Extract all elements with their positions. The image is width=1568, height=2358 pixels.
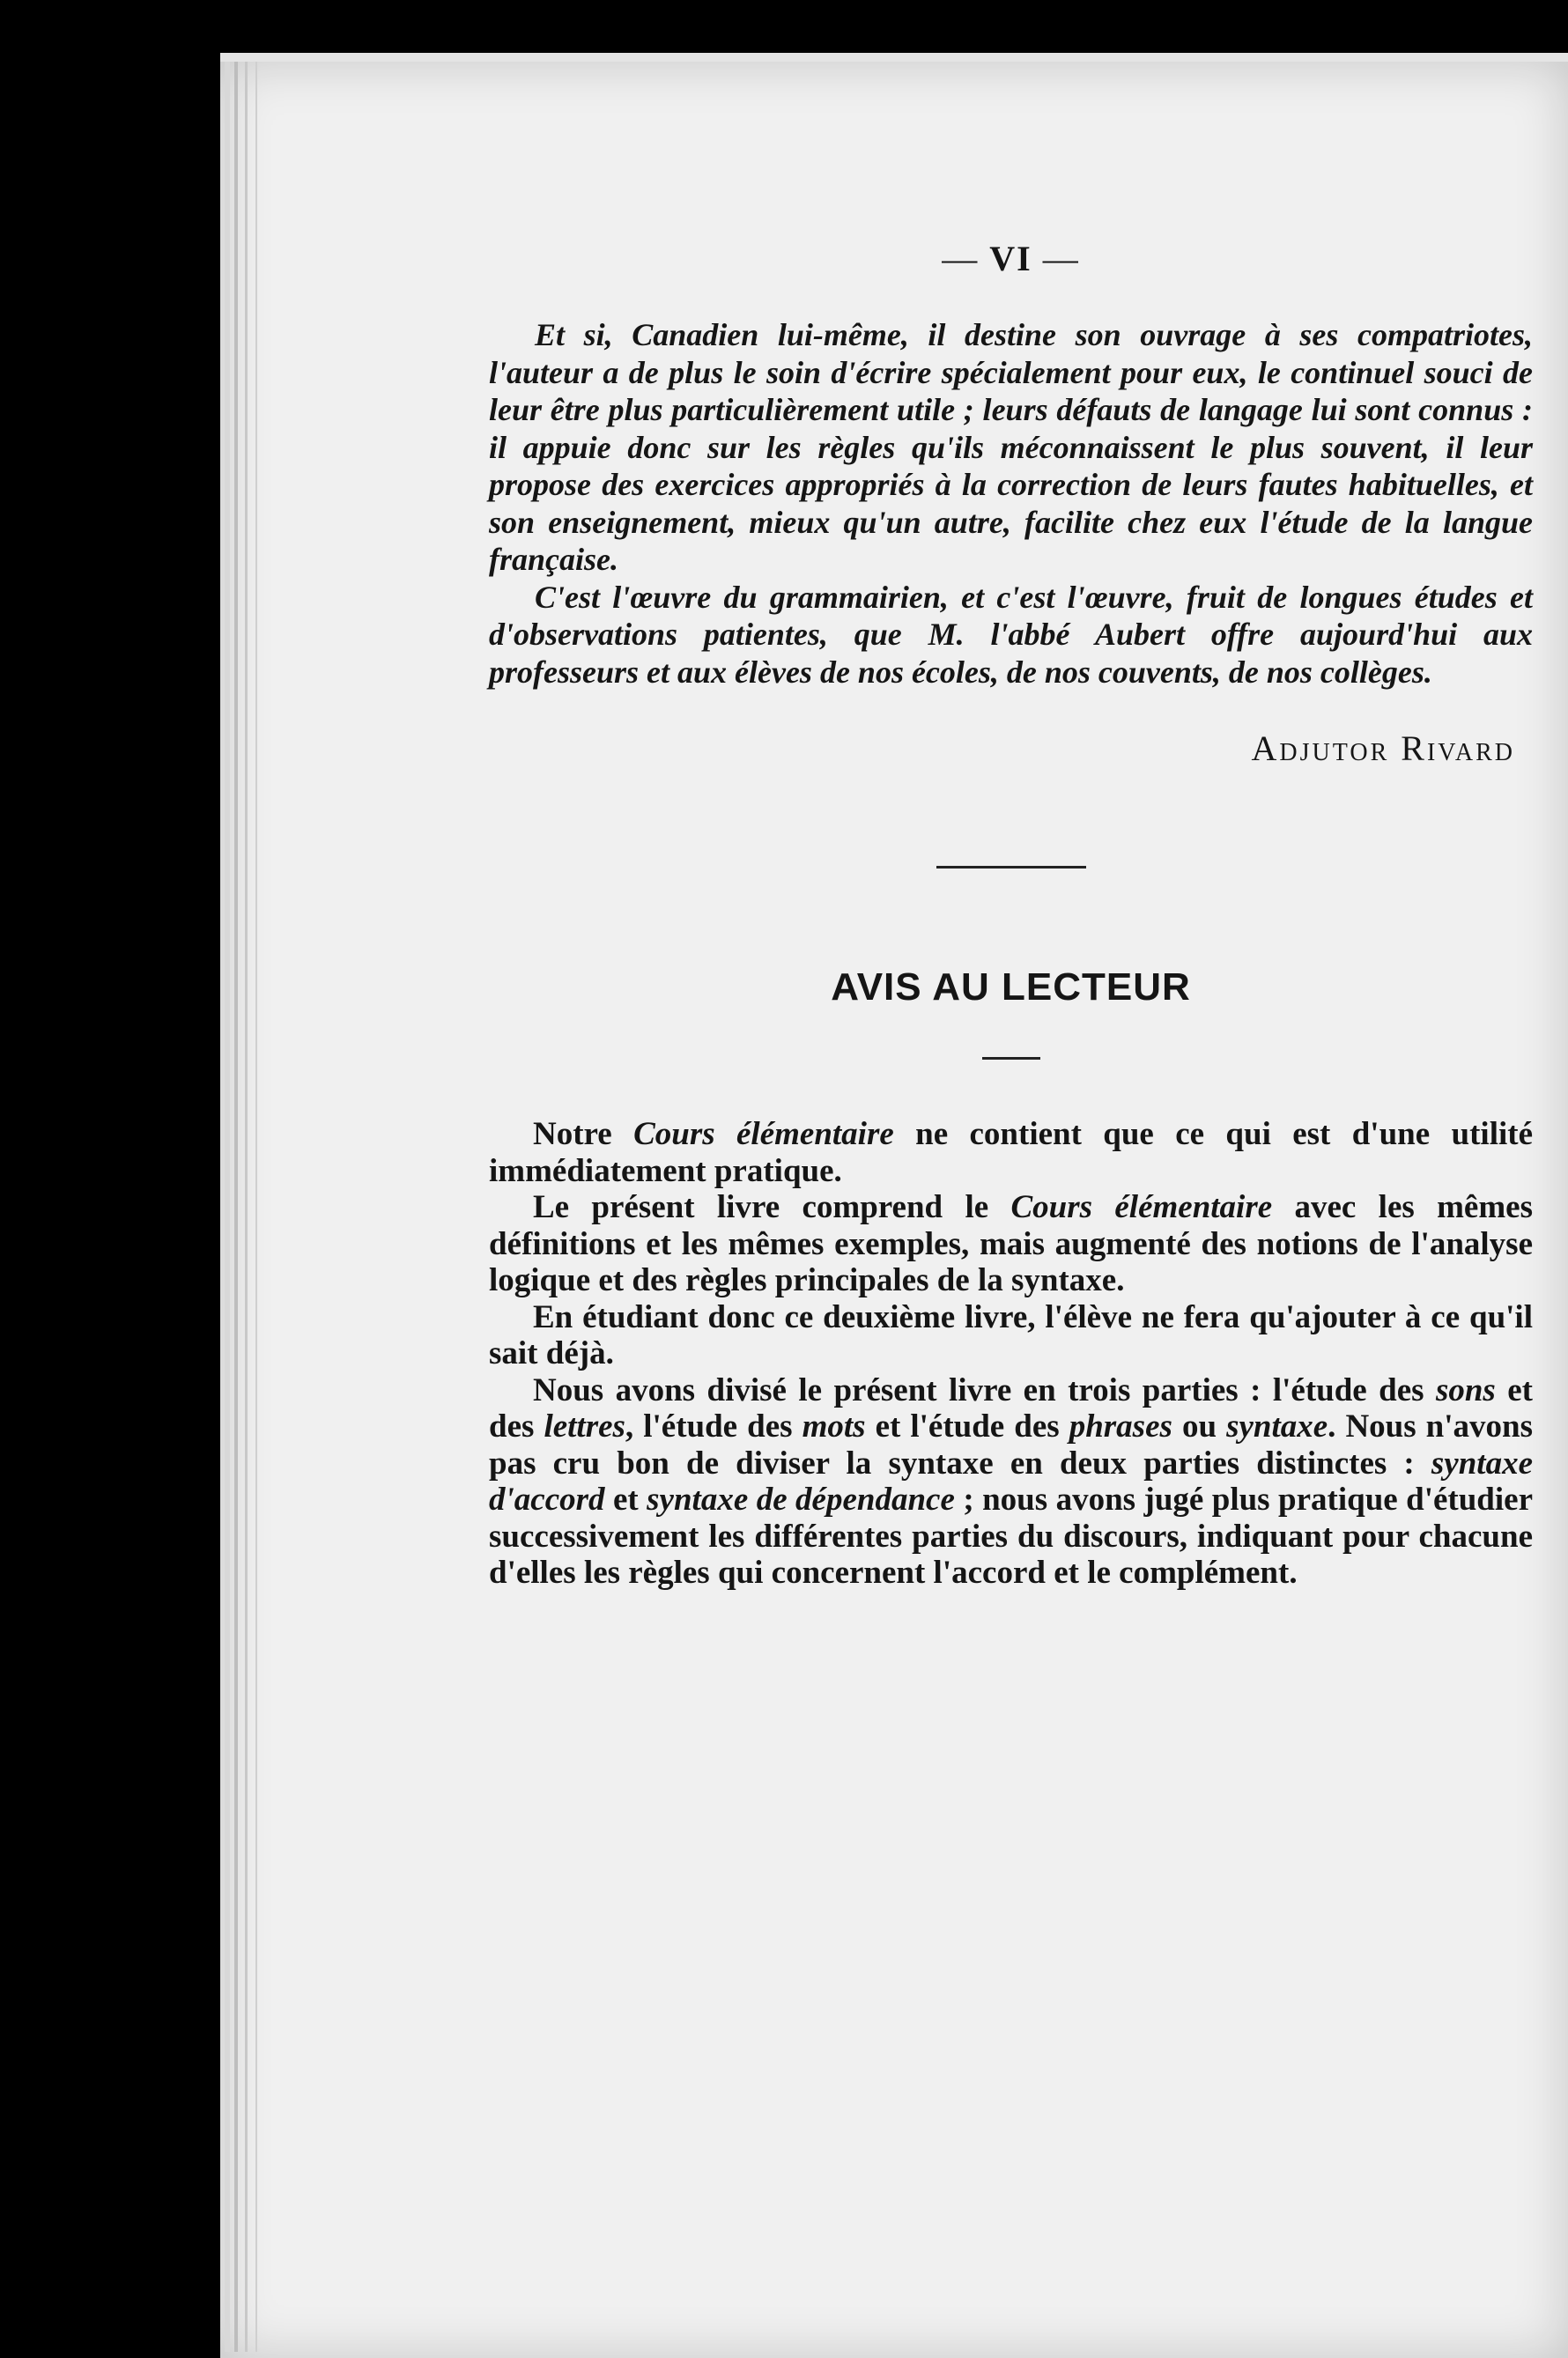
notice-paragraph: Nous avons divisé le présent livre en trois parties : l'étude des sons et des lettres, l'étude des mots et l'étude des phrases ou syntaxe. Nous n'avons pas cru bon de diviser la syntaxe en deux parties distinctes : syntaxe d'accord et syntaxe de dépendance ; nous avons jugé plus pratique d'étudier successivement les différentes parties du discours, indiquant pour chacune d'elles les règles qui concernent l'accord et le complément. [489, 1371, 1534, 1591]
page-number-label: VI [989, 239, 1032, 278]
page-edge [245, 62, 248, 2352]
notice-paragraph: Le présent livre comprend le Cours élémentaire avec les mêmes définitions et les mêmes exemples, mais augmenté des notions de l'analyse logique et des règles principales de la syntaxe. [489, 1189, 1533, 1298]
author-signature: Adjutor Rivard [1251, 728, 1515, 768]
intro-paragraph: Et si, Canadien lui-même, il destine son ouvrage à ses compatriotes, l'auteur a de plus le soin d'écrire spécialement pour eux, le continuel souci de leur être plus particulièrement utile ; leurs défauts de langage lui sont connus : il appuie donc sur les règles qu'ils méconnaissent le plus souvent, il leur propose des exercices appropriés à la correction de leurs fautes habituelles, et son enseignement, mieux qu'un autre, facilite chez eux l'étude de la langue française. [489, 317, 1533, 577]
page-content [489, 238, 1533, 1592]
page-number: — VI — [942, 239, 1080, 278]
notice-paragraph: En étudiant donc ce deuxième livre, l'élève ne fera qu'ajouter à ce qu'il sait déjà. [489, 1298, 1533, 1371]
notice-section [489, 1116, 1533, 1592]
page-edge [234, 62, 238, 2352]
page-edge [255, 62, 257, 2352]
intro-section [489, 316, 1533, 691]
notice-paragraph: Notre Cours élémentaire ne contient que ce qui est d'une utilité immédiatement pratique. [489, 1116, 1533, 1189]
page-edge [225, 62, 230, 2352]
intro-paragraph: C'est l'œuvre du grammairien, et c'est l'œuvre, fruit de longues études et d'observations patientes, que M. l'abbé Aubert offre aujourd'hui aux professeurs et aux élèves de nos écoles, de nos couvents, de nos collèges. [489, 579, 1533, 690]
heading-divider [982, 1057, 1040, 1060]
section-heading: AVIS AU LECTEUR [831, 965, 1191, 1009]
section-divider [936, 866, 1086, 869]
